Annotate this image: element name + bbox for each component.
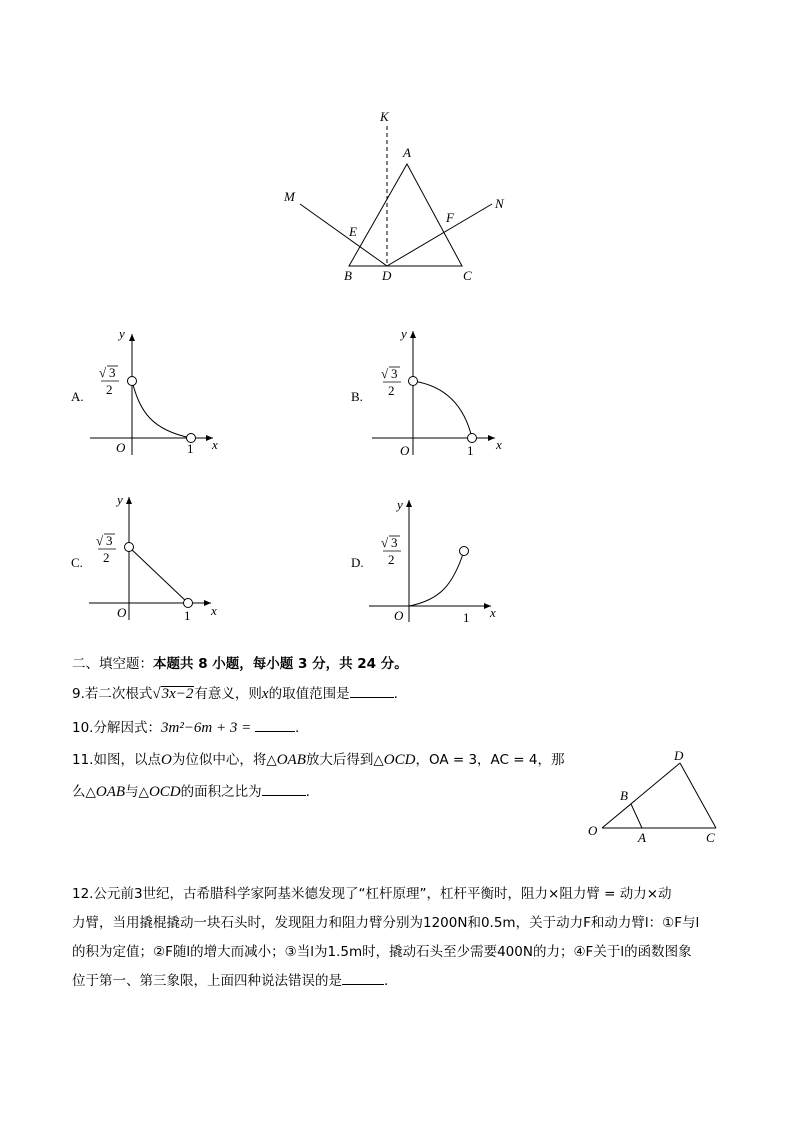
den-label: 2	[103, 550, 110, 565]
q11-oab: OAB	[276, 752, 306, 768]
q12-answer-blank[interactable]	[342, 972, 384, 985]
section-desc: 本题共 8 小题，每小题 3 分，共 24 分。	[153, 656, 408, 672]
option-b-graph	[368, 326, 508, 456]
question-10	[72, 716, 299, 737]
one-label: 1	[467, 443, 474, 456]
option-d-label: D.	[351, 555, 364, 570]
section-prefix: 二、填空题：	[72, 656, 153, 672]
q12-line-3: 的积为定值；②F随l的增大而减小；③当l为1.5m时，撬动石头至少需要400N的力；④F关于l的函数图象	[72, 944, 692, 960]
num-label: 3	[109, 365, 116, 380]
open-point-top	[409, 377, 418, 386]
q11-text: 与△	[125, 784, 149, 800]
option-b-label: B.	[351, 389, 363, 404]
open-point-right	[184, 599, 193, 608]
one-label: 1	[187, 441, 194, 456]
origin-label: O	[116, 440, 126, 455]
q9-end: .	[393, 686, 398, 702]
question-11-line-2	[72, 780, 310, 801]
option-d-graph	[366, 494, 506, 624]
point-n: N	[495, 196, 504, 211]
label-c: C	[706, 830, 715, 845]
q11-text: ，OA = 3，AC = 4，那	[415, 752, 565, 768]
q9-var: x	[261, 686, 269, 702]
point-d: D	[382, 268, 392, 283]
q11-text: 放大后得到△	[305, 752, 384, 768]
q10-number: 10.	[72, 720, 94, 736]
label-o: O	[588, 823, 598, 838]
q12-line-4-text: 位于第一、第三象限，上面四种说法错误的是	[72, 973, 342, 989]
point-a: A	[403, 145, 411, 160]
num-label: 3	[391, 366, 398, 381]
line-segment	[129, 547, 188, 603]
y-label: y	[117, 492, 123, 507]
question-11-line-1	[72, 748, 564, 769]
den-label: 2	[388, 552, 395, 567]
den-label: 2	[388, 383, 395, 398]
sqrt-sign: √	[381, 366, 389, 381]
q11-text: 为位似中心，将△	[171, 752, 277, 768]
question-12	[72, 880, 728, 996]
x-label: x	[211, 603, 217, 618]
curve	[409, 551, 464, 606]
y-label: y	[401, 326, 407, 341]
q10-text: 分解因式：	[93, 720, 161, 736]
q11-answer-blank[interactable]	[262, 783, 306, 796]
point-b: B	[344, 268, 352, 283]
q10-end: .	[295, 720, 300, 736]
q11-oab: OAB	[95, 784, 126, 800]
q11-number: 11.	[72, 752, 94, 768]
line-dn	[387, 204, 492, 266]
q12-line-1: 12.公元前3世纪，古希腊科学家阿基米德发现了“杠杆原理”，杠杆平衡时，阻力×阻力臂 = 动力×动	[72, 886, 672, 902]
open-point-right	[468, 434, 477, 443]
q9-text-2: 有意义，则	[194, 686, 262, 702]
one-label: 1	[184, 608, 191, 622]
open-point-top	[128, 377, 137, 386]
q9-radical: √3x−2	[152, 686, 194, 702]
q10-answer-blank[interactable]	[255, 719, 295, 732]
q9-text-1: 若二次根式	[84, 686, 153, 702]
den-label: 2	[106, 382, 113, 397]
option-c-graph	[86, 492, 221, 622]
x-label: x	[496, 437, 502, 452]
label-b: B	[620, 788, 628, 803]
triangle-figure	[270, 100, 530, 290]
option-a-graph	[88, 328, 223, 458]
point-e: E	[349, 224, 357, 239]
curve	[413, 381, 472, 438]
section-2-header	[72, 652, 408, 672]
one-label: 1	[463, 610, 470, 624]
line-md	[300, 204, 387, 266]
q11-end: .	[305, 784, 310, 800]
option-c-label: C.	[71, 555, 83, 570]
segment-od	[602, 763, 680, 828]
open-point-end	[460, 547, 469, 556]
label-a: A	[638, 830, 646, 845]
sqrt-sign: √	[96, 533, 104, 548]
q9-answer-blank[interactable]	[350, 685, 394, 698]
segment-dc	[680, 763, 716, 828]
question-9	[72, 682, 398, 703]
y-label: y	[119, 328, 125, 341]
q11-ocd: OCD	[148, 784, 181, 800]
x-label: x	[490, 605, 496, 620]
origin-label: O	[394, 608, 404, 623]
curve	[132, 381, 191, 438]
q11-text: 如图，以点	[93, 752, 161, 768]
q10-expression: 3m²−6m + 3 =	[160, 720, 256, 736]
q12-line-2: 力臂，当用撬棍撬动一块石头时，发现阻力和阻力臂分别为1200N和0.5m，关于动力F和动力臂l：①F与l	[72, 915, 700, 931]
q12-end: .	[384, 973, 389, 989]
y-label: y	[397, 497, 403, 512]
point-f: F	[446, 210, 454, 225]
origin-label: O	[117, 605, 127, 620]
num-label: 3	[391, 535, 398, 550]
point-c: C	[463, 268, 472, 283]
num-label: 3	[106, 533, 113, 548]
open-point-top	[125, 543, 134, 552]
q11-center: O	[160, 752, 172, 768]
option-a-label: A.	[71, 389, 84, 404]
q11-text: 的面积之比为	[180, 784, 262, 800]
q11-figure	[580, 740, 730, 850]
q11-ocd: OCD	[383, 752, 416, 768]
point-m: M	[284, 189, 295, 204]
q9-number: 9.	[72, 686, 85, 702]
sqrt-sign: √	[381, 535, 389, 550]
q11-text: 么△	[72, 784, 96, 800]
label-d: D	[674, 748, 684, 763]
segment-ba	[631, 804, 642, 828]
origin-label: O	[400, 443, 410, 456]
x-label: x	[212, 437, 218, 452]
q9-text-3: 的取值范围是	[268, 686, 350, 702]
q12-line-4	[72, 967, 728, 996]
point-k: K	[380, 109, 389, 124]
sqrt-sign: √	[99, 365, 107, 380]
